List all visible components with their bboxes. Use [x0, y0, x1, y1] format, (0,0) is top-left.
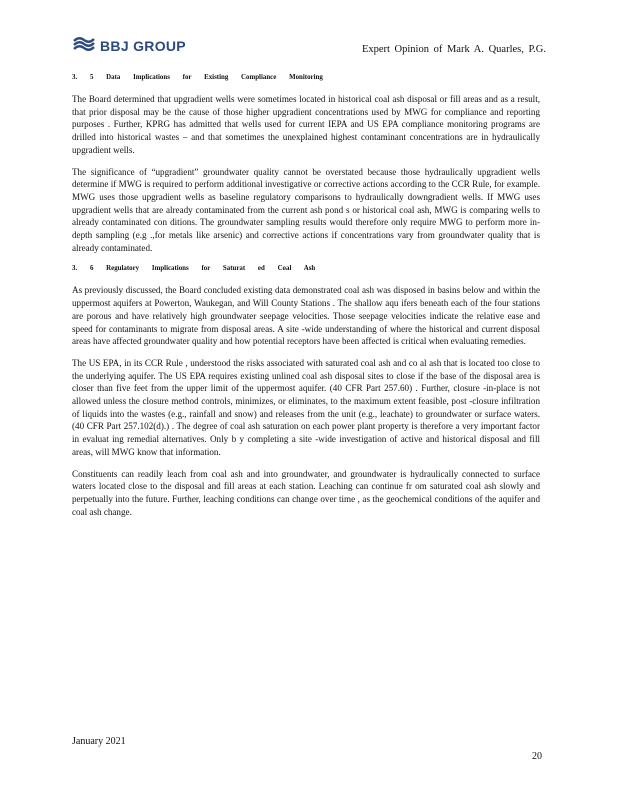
company-logo	[72, 36, 186, 56]
paragraph: The US EPA, in its CCR Rule , understood the risks associated with saturated coal ash and co al ash that is located too close to the underlying aquifer. The US EPA requires existing unlined coal ash disposal sites to close if the base of the disposal area is closer than five feet from the upper limit of the uppermost aquifer. (40 CFR Part 257.60) . Further, closure -in-place is not allowed unless the closure method controls, minimizes, or eliminates, to the maximum extent feasible, post -closure infiltration of liquids into the wastes (e.g., rainfall and snow) and releases from the unit (e.g., leachate) to groundwater or surface waters. (40 CFR Part 257.102(d).) . The degree of coal ash saturation on each power plant property is therefore a very important factor in evaluat ing remedial alternatives. Only b y completing a site -wide investigation of active and historical disposal and fill areas, will MWG know that information.	[72, 357, 540, 457]
paragraph: Constituents can readily leach from coal ash and into groundwater, and groundwater is hydraulically connected to surface waters located close to the disposal and fill areas at each station. Leaching can continue fr om saturated coal ash slowly and perpetually into the future. Further, leaching conditions can change over time , as the geochemical conditions of the aquifer and coal ash change.	[72, 468, 540, 517]
document-header-title: Expert Opinion of Mark A. Quarles, P.G.	[361, 44, 546, 55]
bbj-wave-logo-icon	[72, 35, 96, 58]
section-3-6	[72, 263, 540, 518]
paragraph: The significance of “upgradient” groundwater quality cannot be overstated because those hydraulically upgradient wells determine if MWG is required to perform additional investigative or corrective actions according to the CCR Rule, for example. MWG uses those upgradient wells as baseline regulatory comparisons to hydraulically downgradient wells. If MWG uses upgradient wells that are already contaminated from the current ash pond s or historical coal ash, MWG is comparing wells to already contaminated con ditions. The groundwater sampling results would therefore only require MWG to perform more in-depth sampling (e.g .,for metals like arsenic) and corrective actions if concentrations vary from groundwater quality that is already contaminated.	[72, 166, 540, 253]
paragraph: The Board determined that upgradient wells were sometimes located in historical coal ash disposal or fill areas and as a result, that prior disposal may be the cause of those higher upgradient concentrations used by MWG for compliance and reporting purposes . Further, KPRG has admitted that wells used for current IEPA and US EPA compliance monitoring programs are drilled into historical wastes – and that sometimes the unexplained highest contaminant concentrations are in hydraulically upgradient wells.	[72, 94, 540, 155]
document-body	[72, 72, 540, 527]
section-heading: 3. 5 Data Implications for Existing Compliance Monitoring	[72, 72, 323, 81]
logo-text: BBJ GROUP	[100, 38, 186, 54]
footer-date: January 2021	[72, 736, 126, 747]
page-number: 20	[532, 751, 542, 762]
paragraph: As previously discussed, the Board concluded existing data demonstrated coal ash was disposed in basins below and within the uppermost aquifers at Powerton, Waukegan, and Will County Stations . The shallow aqu ifers beneath each of the four stations are porous and have relatively high groundwater seepage velocities. Those seepage velocities indicate the relative ease and speed for contaminants to migrate from disposal areas. A site -wide understanding of where the historical and current disposal areas have affected groundwater quality and how potential receptors have been affected is critical when evaluating remedies.	[72, 285, 540, 347]
section-3-5	[72, 72, 540, 254]
section-heading: 3. 6 Regulatory Implications for Saturat ed Coal Ash	[72, 263, 316, 273]
